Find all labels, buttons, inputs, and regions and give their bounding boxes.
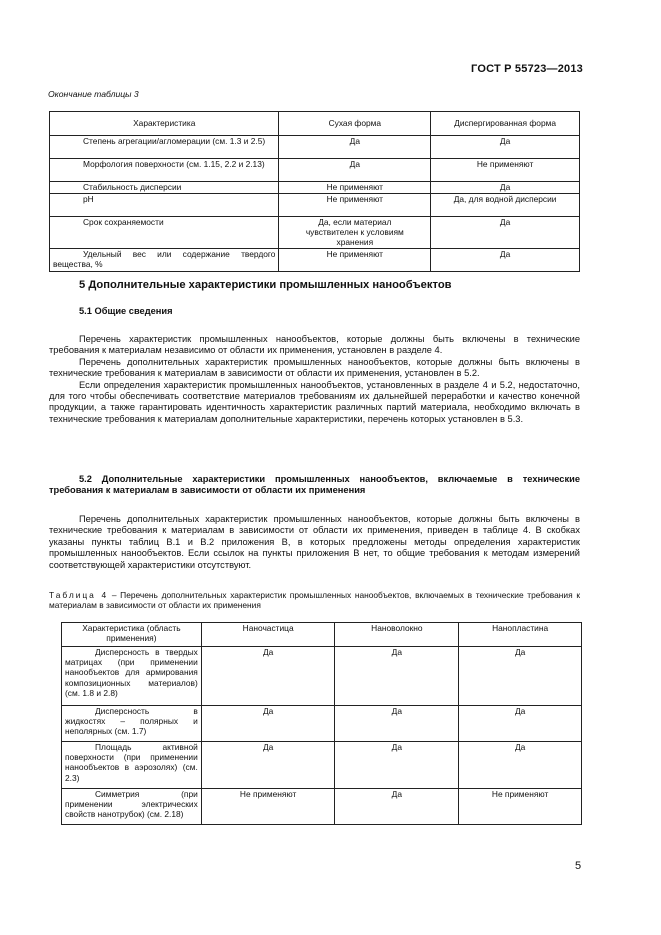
table-row <box>50 194 580 217</box>
table-row <box>62 742 582 789</box>
table-cell: Да <box>201 706 335 742</box>
table-row <box>50 217 580 249</box>
table-cell: Не применяют <box>279 182 431 194</box>
table4-caption <box>49 590 580 611</box>
table-cell: Морфология поверхности (см. 1.15, 2.2 и 2.13) <box>50 159 279 182</box>
table-cell: Степень агрегации/агломерации (см. 1.3 и 2.5) <box>50 136 279 159</box>
table-cell: pH <box>50 194 279 217</box>
table3-header-dispersed: Диспергированная форма <box>431 112 580 136</box>
table-row <box>50 248 580 271</box>
table-cell: Дисперсность в твердых матрицах (при применении нанообъектов для армирования композиционных материалов) (см. 1.8 и 2.8) <box>62 647 202 706</box>
table3-header-dry: Сухая форма <box>279 112 431 136</box>
paragraph: Перечень характеристик промышленных нанообъектов, которые должны быть включены в технические требования к материалам независимо от области их применения, установлен в разделе 4. <box>49 334 580 356</box>
table-cell: Симметрия (при применении электрических свойств нанотрубок) (см. 2.18) <box>62 789 202 825</box>
section-5-2-body <box>49 514 580 571</box>
table-cell: Да <box>431 217 580 249</box>
table-cell: Да <box>201 647 335 706</box>
table-cell: Удельный вес или содержание твердого вещества, % <box>50 248 279 271</box>
table-cell: Не применяют <box>279 194 431 217</box>
section-5-1-body <box>49 334 580 425</box>
table-cell: Не применяют <box>279 248 431 271</box>
table-cell: Да <box>279 159 431 182</box>
table-row <box>62 647 582 706</box>
table3-header-characteristic: Характеристика <box>50 112 279 136</box>
table-4 <box>61 622 582 825</box>
table4-header-nanofiber: Нановолокно <box>335 623 459 647</box>
table-cell: Не применяют <box>201 789 335 825</box>
table-cell: Да <box>335 742 459 789</box>
table-cell: Стабильность дисперсии <box>50 182 279 194</box>
table-row <box>62 789 582 825</box>
section-5-1-title: 5.1 Общие сведения <box>79 306 173 316</box>
table-cell: Да <box>335 706 459 742</box>
table4-caption-label: Таблица 4 <box>49 590 109 600</box>
table-cell: Да <box>201 742 335 789</box>
table-cell: Да, для водной дисперсии <box>431 194 580 217</box>
table-cell: Не применяют <box>459 789 582 825</box>
table-row <box>62 706 582 742</box>
table-cell: Да <box>431 136 580 159</box>
table-cell: Не применяют <box>431 159 580 182</box>
table4-header-nanoparticle: Наночастица <box>201 623 335 647</box>
table4-caption-text: – Перечень дополнительных характеристик промышленных нанообъектов, включаемых в технические требования к материалам в зависимости от области их применения <box>49 590 580 611</box>
table-cell: Да <box>459 742 582 789</box>
table-cell: Да <box>459 706 582 742</box>
paragraph: Если определения характеристик промышленных нанообъектов, установленных в разделе 4 и 5.2, недостаточно, для того чтобы обеспечивать соответствие материалов требованиям их дальнейшей переработки и качество конечной продукции, а также гарантировать идентичность характеристик различных партий материала, необходимо включать в технические требования к материалам дополнительные характеристики, перечень которых установлен в 5.3. <box>49 379 580 424</box>
table-cell: Да <box>431 248 580 271</box>
table4-header-nanoplate: Нанопластина <box>459 623 582 647</box>
table-cell: Дисперсность в жидкостях – полярных и неполярных (см. 1.7) <box>62 706 202 742</box>
table-cell: Да <box>459 647 582 706</box>
table-cell: Площадь активной поверхности (при применении нанообъектов в аэрозолях) (см. 2.3) <box>62 742 202 789</box>
standard-number: ГОСТ Р 55723—2013 <box>471 63 583 75</box>
page-number: 5 <box>575 860 582 872</box>
table-cell: Да <box>431 182 580 194</box>
section-5-title: 5 Дополнительные характеристики промышленных нанообъектов <box>79 279 452 291</box>
table3-continuation-note: Окончание таблицы 3 <box>48 89 139 99</box>
table-3 <box>49 111 580 272</box>
section-5-2-title: 5.2 Дополнительные характеристики промышленных нанообъектов, включаемые в технические требования к материалам в зависимости от области их применения <box>49 474 580 496</box>
table-cell: Срок сохраняемости <box>50 217 279 249</box>
table-row <box>50 159 580 182</box>
table-row <box>50 182 580 194</box>
table-cell: Да, если материал чувствителен к условиям хранения <box>279 217 431 249</box>
table4-header-characteristic: Характеристика (область применения) <box>62 623 202 647</box>
paragraph: Перечень дополнительных характеристик промышленных нанообъектов, которые должны быть включены в технические требования к материалам в зависимости от области их применения, установлен в 5.2. <box>49 356 580 379</box>
table-row <box>50 136 580 159</box>
table-cell: Да <box>335 647 459 706</box>
table-cell: Да <box>279 136 431 159</box>
paragraph: Перечень дополнительных характеристик промышленных нанообъектов, которые должны быть включены в технические требования к материалам в зависимости от области их применения, приведен в таблице 4. В скобках указаны пункты таблиц В.1 и В.2 приложения В, в которых предложены методы определения характеристик промышленных нанообъектов. Если ссылок на пункты приложения В нет, то общие требования к методам измерений соответствующей характеристики отсутствуют. <box>49 514 580 570</box>
table-cell: Да <box>335 789 459 825</box>
